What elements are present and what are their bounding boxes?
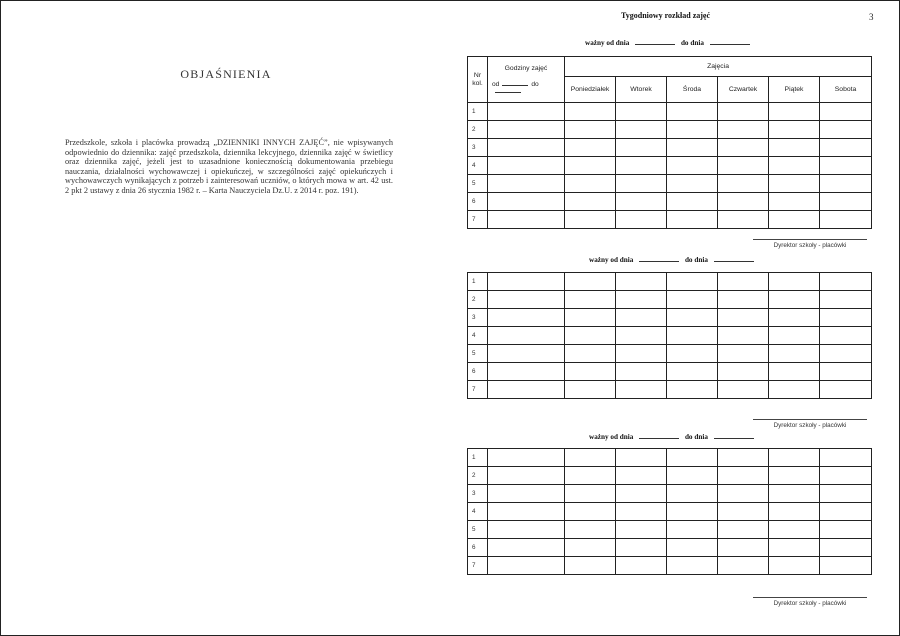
table-cell[interactable]	[769, 363, 820, 381]
table-cell[interactable]	[820, 211, 872, 229]
director-signature	[749, 419, 871, 429]
validity-line	[589, 256, 754, 264]
signature-label: Dyrektor szkoły - placówki	[773, 422, 847, 429]
row-number: 2	[468, 121, 488, 139]
hours-cell[interactable]	[488, 309, 565, 327]
table-cell[interactable]	[565, 485, 616, 503]
table-cell[interactable]	[820, 363, 872, 381]
row-number: 6	[468, 363, 488, 381]
table-cell[interactable]	[667, 539, 718, 557]
hours-cell[interactable]	[488, 485, 565, 503]
table-cell[interactable]	[667, 121, 718, 139]
table-cell[interactable]	[769, 291, 820, 309]
table-cell[interactable]	[820, 467, 872, 485]
row-number: 7	[468, 381, 488, 399]
table-cell[interactable]	[718, 193, 769, 211]
table-cell[interactable]	[769, 539, 820, 557]
table-cell[interactable]	[718, 345, 769, 363]
table-cell[interactable]	[565, 121, 616, 139]
nr-header: Nr kol.	[468, 57, 488, 103]
table-cell[interactable]	[616, 363, 667, 381]
table-cell[interactable]	[718, 327, 769, 345]
row-number: 3	[468, 139, 488, 157]
table-row	[468, 345, 872, 363]
valid-to-label: do dnia	[684, 256, 708, 264]
table-row	[468, 309, 872, 327]
table-cell[interactable]	[820, 521, 872, 539]
validity-line	[585, 39, 750, 47]
table-cell[interactable]	[565, 449, 616, 467]
table-cell[interactable]	[718, 291, 769, 309]
table-cell[interactable]	[769, 449, 820, 467]
row-number: 1	[468, 449, 488, 467]
table-row	[468, 175, 872, 193]
table-cell[interactable]	[616, 273, 667, 291]
valid-to-blank[interactable]	[710, 43, 750, 45]
table-cell[interactable]	[718, 309, 769, 327]
table-cell[interactable]	[769, 521, 820, 539]
table-row	[468, 503, 872, 521]
table-cell[interactable]	[769, 175, 820, 193]
valid-from-blank[interactable]	[635, 43, 675, 45]
table-cell[interactable]	[718, 273, 769, 291]
day-header-friday: Piątek	[769, 77, 820, 103]
table-cell[interactable]	[769, 327, 820, 345]
valid-to-blank[interactable]	[714, 260, 754, 262]
left-page	[1, 1, 451, 635]
table-cell[interactable]	[820, 449, 872, 467]
table-cell[interactable]	[820, 193, 872, 211]
do-blank	[495, 91, 521, 93]
table-cell[interactable]	[565, 211, 616, 229]
table-cell[interactable]	[769, 193, 820, 211]
table-cell[interactable]	[616, 521, 667, 539]
table-cell[interactable]	[565, 157, 616, 175]
hours-cell[interactable]	[488, 449, 565, 467]
table-cell[interactable]	[565, 139, 616, 157]
table-cell[interactable]	[769, 557, 820, 575]
table-cell[interactable]	[667, 503, 718, 521]
schedule-table	[467, 56, 872, 229]
table-cell[interactable]	[565, 327, 616, 345]
table-cell[interactable]	[769, 121, 820, 139]
day-header-thursday: Czwartek	[718, 77, 769, 103]
table-cell[interactable]	[565, 193, 616, 211]
table-cell[interactable]	[667, 211, 718, 229]
hours-cell[interactable]	[488, 211, 565, 229]
table-cell[interactable]	[718, 211, 769, 229]
hours-cell[interactable]	[488, 157, 565, 175]
row-number: 1	[468, 103, 488, 121]
table-row	[468, 291, 872, 309]
table-cell[interactable]	[565, 503, 616, 521]
table-cell[interactable]	[616, 503, 667, 521]
table-cell[interactable]	[565, 363, 616, 381]
table-cell[interactable]	[820, 291, 872, 309]
table-cell[interactable]	[616, 175, 667, 193]
table-row	[468, 521, 872, 539]
table-cell[interactable]	[820, 175, 872, 193]
table-cell[interactable]	[769, 139, 820, 157]
hours-cell[interactable]	[488, 175, 565, 193]
row-number: 5	[468, 175, 488, 193]
table-cell[interactable]	[769, 211, 820, 229]
table-cell[interactable]	[718, 557, 769, 575]
valid-from-label: ważny od dnia	[585, 39, 630, 47]
schedule-table	[467, 448, 872, 575]
signature-label: Dyrektor szkoły - placówki	[773, 242, 847, 249]
table-cell[interactable]	[616, 467, 667, 485]
table-row	[468, 103, 872, 121]
table-cell[interactable]	[769, 309, 820, 327]
table-row	[468, 121, 872, 139]
table-cell[interactable]	[616, 121, 667, 139]
table-cell[interactable]	[616, 103, 667, 121]
table-cell[interactable]	[718, 139, 769, 157]
signature-line[interactable]	[753, 419, 867, 420]
table-cell[interactable]	[667, 291, 718, 309]
row-number: 4	[468, 327, 488, 345]
row-number: 7	[468, 211, 488, 229]
od-label: od	[492, 80, 500, 88]
table-cell[interactable]	[667, 157, 718, 175]
table-cell[interactable]	[667, 309, 718, 327]
row-number: 6	[468, 539, 488, 557]
table-row	[468, 327, 872, 345]
valid-from-label: ważny od dnia	[589, 433, 634, 441]
od-blank	[502, 84, 528, 86]
table-cell[interactable]	[769, 345, 820, 363]
table-cell[interactable]	[616, 449, 667, 467]
table-cell[interactable]	[667, 139, 718, 157]
table-cell[interactable]	[565, 175, 616, 193]
table-row	[468, 449, 872, 467]
table-cell[interactable]	[718, 467, 769, 485]
valid-to-label: do dnia	[680, 39, 704, 47]
explanations-title: OBJAŚNIENIA	[180, 67, 272, 81]
od-do-line	[488, 81, 564, 95]
classes-header: Zajęcia	[565, 57, 872, 77]
valid-from-blank[interactable]	[639, 437, 679, 439]
table-cell[interactable]	[667, 467, 718, 485]
table-cell[interactable]	[565, 539, 616, 557]
table-cell[interactable]	[565, 521, 616, 539]
table-row	[468, 381, 872, 399]
table-cell[interactable]	[718, 485, 769, 503]
table-cell[interactable]	[769, 157, 820, 175]
table-cell[interactable]	[718, 175, 769, 193]
table-cell[interactable]	[667, 363, 718, 381]
day-header-saturday: Sobota	[820, 77, 872, 103]
table-cell[interactable]	[718, 381, 769, 399]
table-row	[468, 539, 872, 557]
table-cell[interactable]	[769, 273, 820, 291]
signature-line[interactable]	[753, 239, 867, 240]
hours-cell[interactable]	[488, 291, 565, 309]
table-cell[interactable]	[616, 193, 667, 211]
page-title: Tygodniowy rozkład zajęć	[621, 11, 711, 20]
table-cell[interactable]	[667, 103, 718, 121]
table-cell[interactable]	[820, 103, 872, 121]
table-cell[interactable]	[616, 539, 667, 557]
row-number: 4	[468, 157, 488, 175]
table-cell[interactable]	[565, 467, 616, 485]
row-number: 2	[468, 467, 488, 485]
table-row	[468, 485, 872, 503]
hours-cell[interactable]	[488, 121, 565, 139]
table-cell[interactable]	[616, 211, 667, 229]
day-header-tuesday: Wtorek	[616, 77, 667, 103]
table-row	[468, 467, 872, 485]
table-row	[468, 193, 872, 211]
table-cell[interactable]	[769, 381, 820, 399]
row-number: 7	[468, 557, 488, 575]
table-cell[interactable]	[616, 309, 667, 327]
table-cell[interactable]	[820, 121, 872, 139]
table-cell[interactable]	[820, 539, 872, 557]
table-row	[468, 363, 872, 381]
day-header-monday: Poniedziałek	[565, 77, 616, 103]
table-cell[interactable]	[718, 103, 769, 121]
hours-cell[interactable]	[488, 103, 565, 121]
valid-to-label: do dnia	[684, 433, 708, 441]
table-cell[interactable]	[565, 309, 616, 327]
table-cell[interactable]	[616, 381, 667, 399]
table-cell[interactable]	[820, 273, 872, 291]
table-cell[interactable]	[667, 345, 718, 363]
hours-cell[interactable]	[488, 521, 565, 539]
hours-label: Godziny zajęć	[504, 64, 548, 72]
validity-line	[589, 433, 754, 441]
valid-from-label: ważny od dnia	[589, 256, 634, 264]
table-cell[interactable]	[667, 175, 718, 193]
table-cell[interactable]	[667, 327, 718, 345]
table-row	[468, 157, 872, 175]
row-number: 6	[468, 193, 488, 211]
day-header-wednesday: Środa	[667, 77, 718, 103]
table-cell[interactable]	[769, 103, 820, 121]
hours-header	[488, 57, 565, 103]
table-cell[interactable]	[769, 467, 820, 485]
director-signature	[749, 597, 871, 607]
table-cell[interactable]	[769, 503, 820, 521]
hours-cell[interactable]	[488, 273, 565, 291]
row-number: 1	[468, 273, 488, 291]
hours-cell[interactable]	[488, 363, 565, 381]
hours-cell[interactable]	[488, 139, 565, 157]
director-signature	[749, 239, 871, 249]
page-number: 3	[869, 12, 874, 22]
table-cell[interactable]	[667, 521, 718, 539]
table-cell[interactable]	[820, 345, 872, 363]
table-cell[interactable]	[565, 557, 616, 575]
valid-from-blank[interactable]	[639, 260, 679, 262]
hours-cell[interactable]	[488, 381, 565, 399]
hours-cell[interactable]	[488, 327, 565, 345]
explanations-paragraph: Przedszkole, szkoła i placówka prowadzą „DZIENNIKI INNYCH ZAJĘĆ”, nie wpisywanych odpowiednio do dziennika: zajęć przedszkola, dziennika lekcyjnego, dziennika zajęć w świetlicy oraz dziennika zajęć, jeżeli jest to uzasadnione koniecznością dokumentowania przebiegu nauczania, działalności wychowawczej i opiekuńczej, w szczególności zajęć opiekuńczych i wychowawczych wynikających z potrzeb i zainteresowań uczniów, o których mowa w art. 42 ust. 2 pkt 2 ustawy z dnia 26 stycznia 1982 r. – Karta Nauczyciela Dz.U. z 2014 r. poz. 191).	[65, 138, 393, 195]
row-number: 4	[468, 503, 488, 521]
right-page	[451, 1, 899, 635]
table-cell[interactable]	[820, 557, 872, 575]
row-number: 5	[468, 345, 488, 363]
table-cell[interactable]	[616, 327, 667, 345]
hours-cell[interactable]	[488, 467, 565, 485]
signature-line[interactable]	[753, 597, 867, 598]
table-cell[interactable]	[565, 381, 616, 399]
table-cell[interactable]	[718, 521, 769, 539]
signature-label: Dyrektor szkoły - placówki	[773, 600, 847, 607]
table-cell[interactable]	[718, 157, 769, 175]
table-cell[interactable]	[718, 121, 769, 139]
table-cell[interactable]	[718, 539, 769, 557]
table-cell[interactable]	[667, 485, 718, 503]
table-cell[interactable]	[820, 139, 872, 157]
hours-cell[interactable]	[488, 557, 565, 575]
row-number: 3	[468, 309, 488, 327]
table-cell[interactable]	[565, 291, 616, 309]
table-cell[interactable]	[616, 139, 667, 157]
do-label: do	[531, 80, 539, 88]
row-number: 3	[468, 485, 488, 503]
table-row	[468, 211, 872, 229]
hours-cell[interactable]	[488, 503, 565, 521]
table-cell[interactable]	[616, 345, 667, 363]
table-cell[interactable]	[616, 557, 667, 575]
table-cell[interactable]	[565, 273, 616, 291]
table-cell[interactable]	[616, 291, 667, 309]
table-cell[interactable]	[667, 193, 718, 211]
table-cell[interactable]	[718, 363, 769, 381]
table-cell[interactable]	[820, 327, 872, 345]
table-cell[interactable]	[667, 381, 718, 399]
table-cell[interactable]	[667, 557, 718, 575]
table-cell[interactable]	[667, 273, 718, 291]
table-cell[interactable]	[616, 157, 667, 175]
table-cell[interactable]	[565, 103, 616, 121]
row-number: 2	[468, 291, 488, 309]
hours-cell[interactable]	[488, 345, 565, 363]
row-number: 5	[468, 521, 488, 539]
table-row	[468, 139, 872, 157]
schedule-table	[467, 272, 872, 399]
hours-cell[interactable]	[488, 193, 565, 211]
table-cell[interactable]	[820, 309, 872, 327]
table-cell[interactable]	[718, 449, 769, 467]
table-row	[468, 557, 872, 575]
table-cell[interactable]	[820, 381, 872, 399]
table-row	[468, 273, 872, 291]
table-cell[interactable]	[616, 485, 667, 503]
table-cell[interactable]	[769, 485, 820, 503]
table-cell[interactable]	[820, 157, 872, 175]
table-cell[interactable]	[565, 345, 616, 363]
valid-to-blank[interactable]	[714, 437, 754, 439]
table-cell[interactable]	[667, 449, 718, 467]
table-cell[interactable]	[820, 503, 872, 521]
table-cell[interactable]	[820, 485, 872, 503]
hours-cell[interactable]	[488, 539, 565, 557]
table-cell[interactable]	[718, 503, 769, 521]
